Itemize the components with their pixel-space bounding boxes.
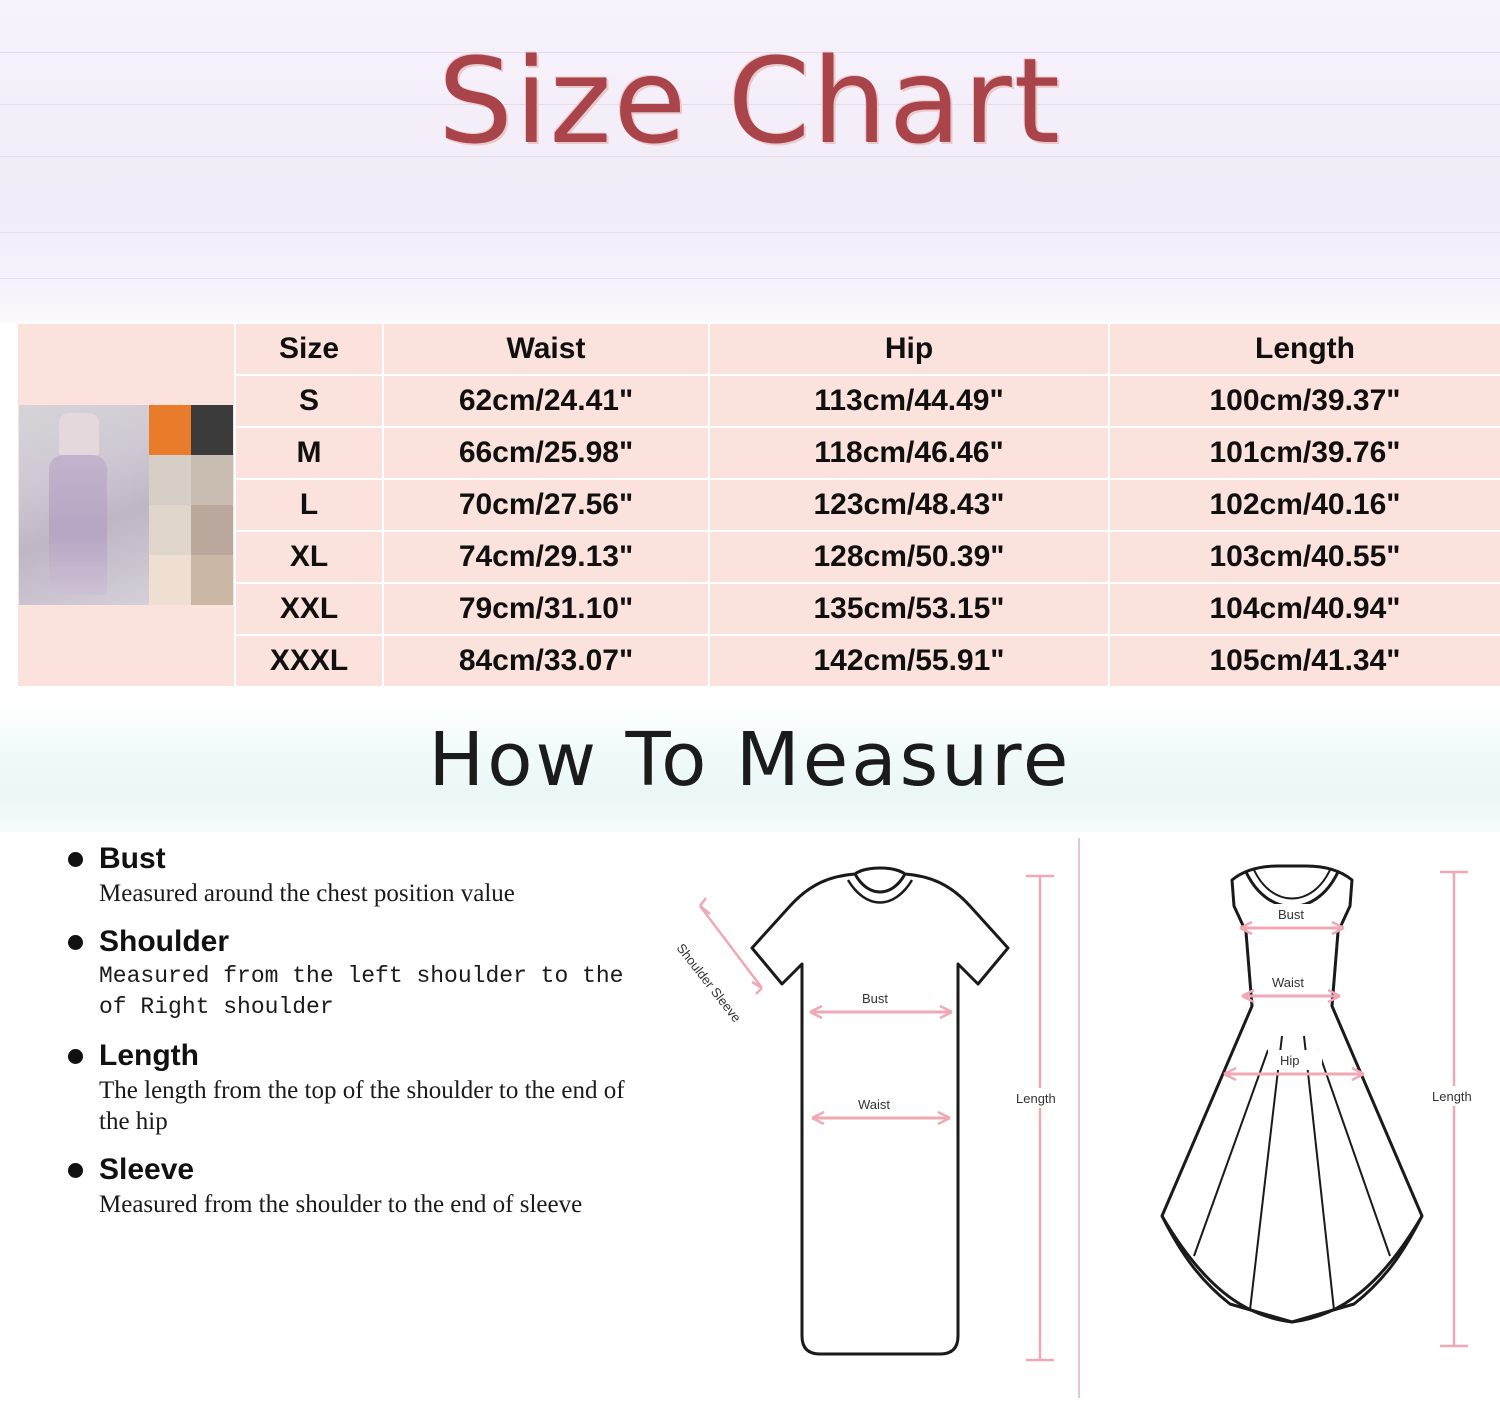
- cell-length: 104cm/40.94": [1109, 583, 1500, 635]
- cell-hip: 113cm/44.49": [709, 375, 1109, 427]
- dress-diagram: [1082, 836, 1500, 1416]
- definition-term: [68, 925, 628, 959]
- cell-hip: 118cm/46.46": [709, 427, 1109, 479]
- dress-outline: [1162, 866, 1422, 1322]
- bullet-icon: [68, 1163, 83, 1178]
- swatch: [149, 455, 191, 505]
- swatch: [149, 505, 191, 555]
- definition-term: [68, 842, 628, 876]
- swatch: [191, 405, 233, 455]
- cell-length: 100cm/39.37": [1109, 375, 1500, 427]
- model-photo: [19, 405, 149, 605]
- cell-hip: 135cm/53.15": [709, 583, 1109, 635]
- list-item: [68, 842, 628, 909]
- swatch: [149, 555, 191, 605]
- bullet-icon: [68, 1049, 83, 1064]
- cell-size: XL: [235, 531, 383, 583]
- column-header-waist: Waist: [383, 323, 709, 375]
- definition-description: The length from the top of the shoulder to the end of the hip: [99, 1077, 625, 1135]
- cell-waist: 62cm/24.41": [383, 375, 709, 427]
- column-header-length: Length: [1109, 323, 1500, 375]
- definition-description: Measured from the left shoulder to the of Right shoulder: [99, 963, 624, 1020]
- decorative-line: [0, 278, 1500, 279]
- definition-term-label: Length: [99, 1039, 199, 1072]
- cell-waist: 84cm/33.07": [383, 635, 709, 687]
- pattern-swatch-grid: [149, 405, 233, 605]
- cell-waist: 70cm/27.56": [383, 479, 709, 531]
- title-subband: [0, 212, 1500, 322]
- dress-bust-label: Bust: [1278, 907, 1305, 922]
- swatch: [191, 455, 233, 505]
- list-item: [68, 1039, 628, 1137]
- size-chart-table: [16, 322, 1500, 688]
- swatch: [149, 405, 191, 455]
- decorative-line: [0, 232, 1500, 233]
- cell-waist: 66cm/25.98": [383, 427, 709, 479]
- list-item: [68, 1153, 628, 1220]
- tshirt-diagram: [640, 836, 1080, 1416]
- definition-term: [68, 1153, 628, 1187]
- cell-size: XXL: [235, 583, 383, 635]
- measure-definitions-list: [68, 842, 628, 1236]
- definition-description: Measured from the shoulder to the end of sleeve: [99, 1191, 583, 1218]
- definition-term-label: Sleeve: [99, 1153, 195, 1186]
- cell-hip: 128cm/50.39": [709, 531, 1109, 583]
- how-to-measure-content: [0, 832, 1500, 1416]
- product-image-collage: [19, 405, 233, 605]
- dress-hip-label: Hip: [1280, 1053, 1300, 1068]
- column-header-hip: Hip: [709, 323, 1109, 375]
- title-banner: [0, 0, 1500, 212]
- definition-description: Measured around the chest position value: [99, 880, 515, 907]
- cell-length: 105cm/41.34": [1109, 635, 1500, 687]
- table-row: [17, 375, 1500, 427]
- measurement-figures: [640, 832, 1500, 1416]
- cell-length: 102cm/40.16": [1109, 479, 1500, 531]
- product-image-cell: [17, 323, 235, 687]
- table-row: [17, 479, 1500, 531]
- definition-term-label: Bust: [99, 842, 166, 875]
- tshirt-length-label: Length: [1016, 1091, 1056, 1106]
- cell-length: 103cm/40.55": [1109, 531, 1500, 583]
- list-item: [68, 925, 628, 1023]
- page-title: Size Chart: [437, 32, 1062, 170]
- dress-length-label: Length: [1432, 1089, 1472, 1104]
- definition-term: [68, 1039, 628, 1073]
- tshirt-bust-label: Bust: [862, 991, 889, 1006]
- dress-waist-label: Waist: [1272, 975, 1305, 990]
- how-to-measure-title: How To Measure: [428, 717, 1072, 803]
- cell-size: M: [235, 427, 383, 479]
- bullet-icon: [68, 852, 83, 867]
- table-row: [17, 583, 1500, 635]
- cell-hip: 123cm/48.43": [709, 479, 1109, 531]
- how-to-measure-banner: [0, 702, 1500, 832]
- bullet-icon: [68, 935, 83, 950]
- cell-hip: 142cm/55.91": [709, 635, 1109, 687]
- table-row: [17, 635, 1500, 687]
- cell-waist: 74cm/29.13": [383, 531, 709, 583]
- table-row: [17, 427, 1500, 479]
- cell-length: 101cm/39.76": [1109, 427, 1500, 479]
- table-header-row: [17, 323, 1500, 375]
- table-row: [17, 531, 1500, 583]
- swatch: [191, 505, 233, 555]
- cell-size: S: [235, 375, 383, 427]
- shoulder-sleeve-arrow-tail: [752, 982, 762, 994]
- tshirt-waist-label: Waist: [858, 1097, 891, 1112]
- cell-waist: 79cm/31.10": [383, 583, 709, 635]
- cell-size: L: [235, 479, 383, 531]
- shoulder-sleeve-arrow-head: [700, 898, 710, 914]
- size-chart-table-wrap: [0, 322, 1500, 702]
- swatch: [191, 555, 233, 605]
- cell-size: XXXL: [235, 635, 383, 687]
- definition-term-label: Shoulder: [99, 925, 230, 958]
- column-header-size: Size: [235, 323, 383, 375]
- tshirt-shoulder-sleeve-label: Shoulder Sleeve: [673, 940, 745, 1026]
